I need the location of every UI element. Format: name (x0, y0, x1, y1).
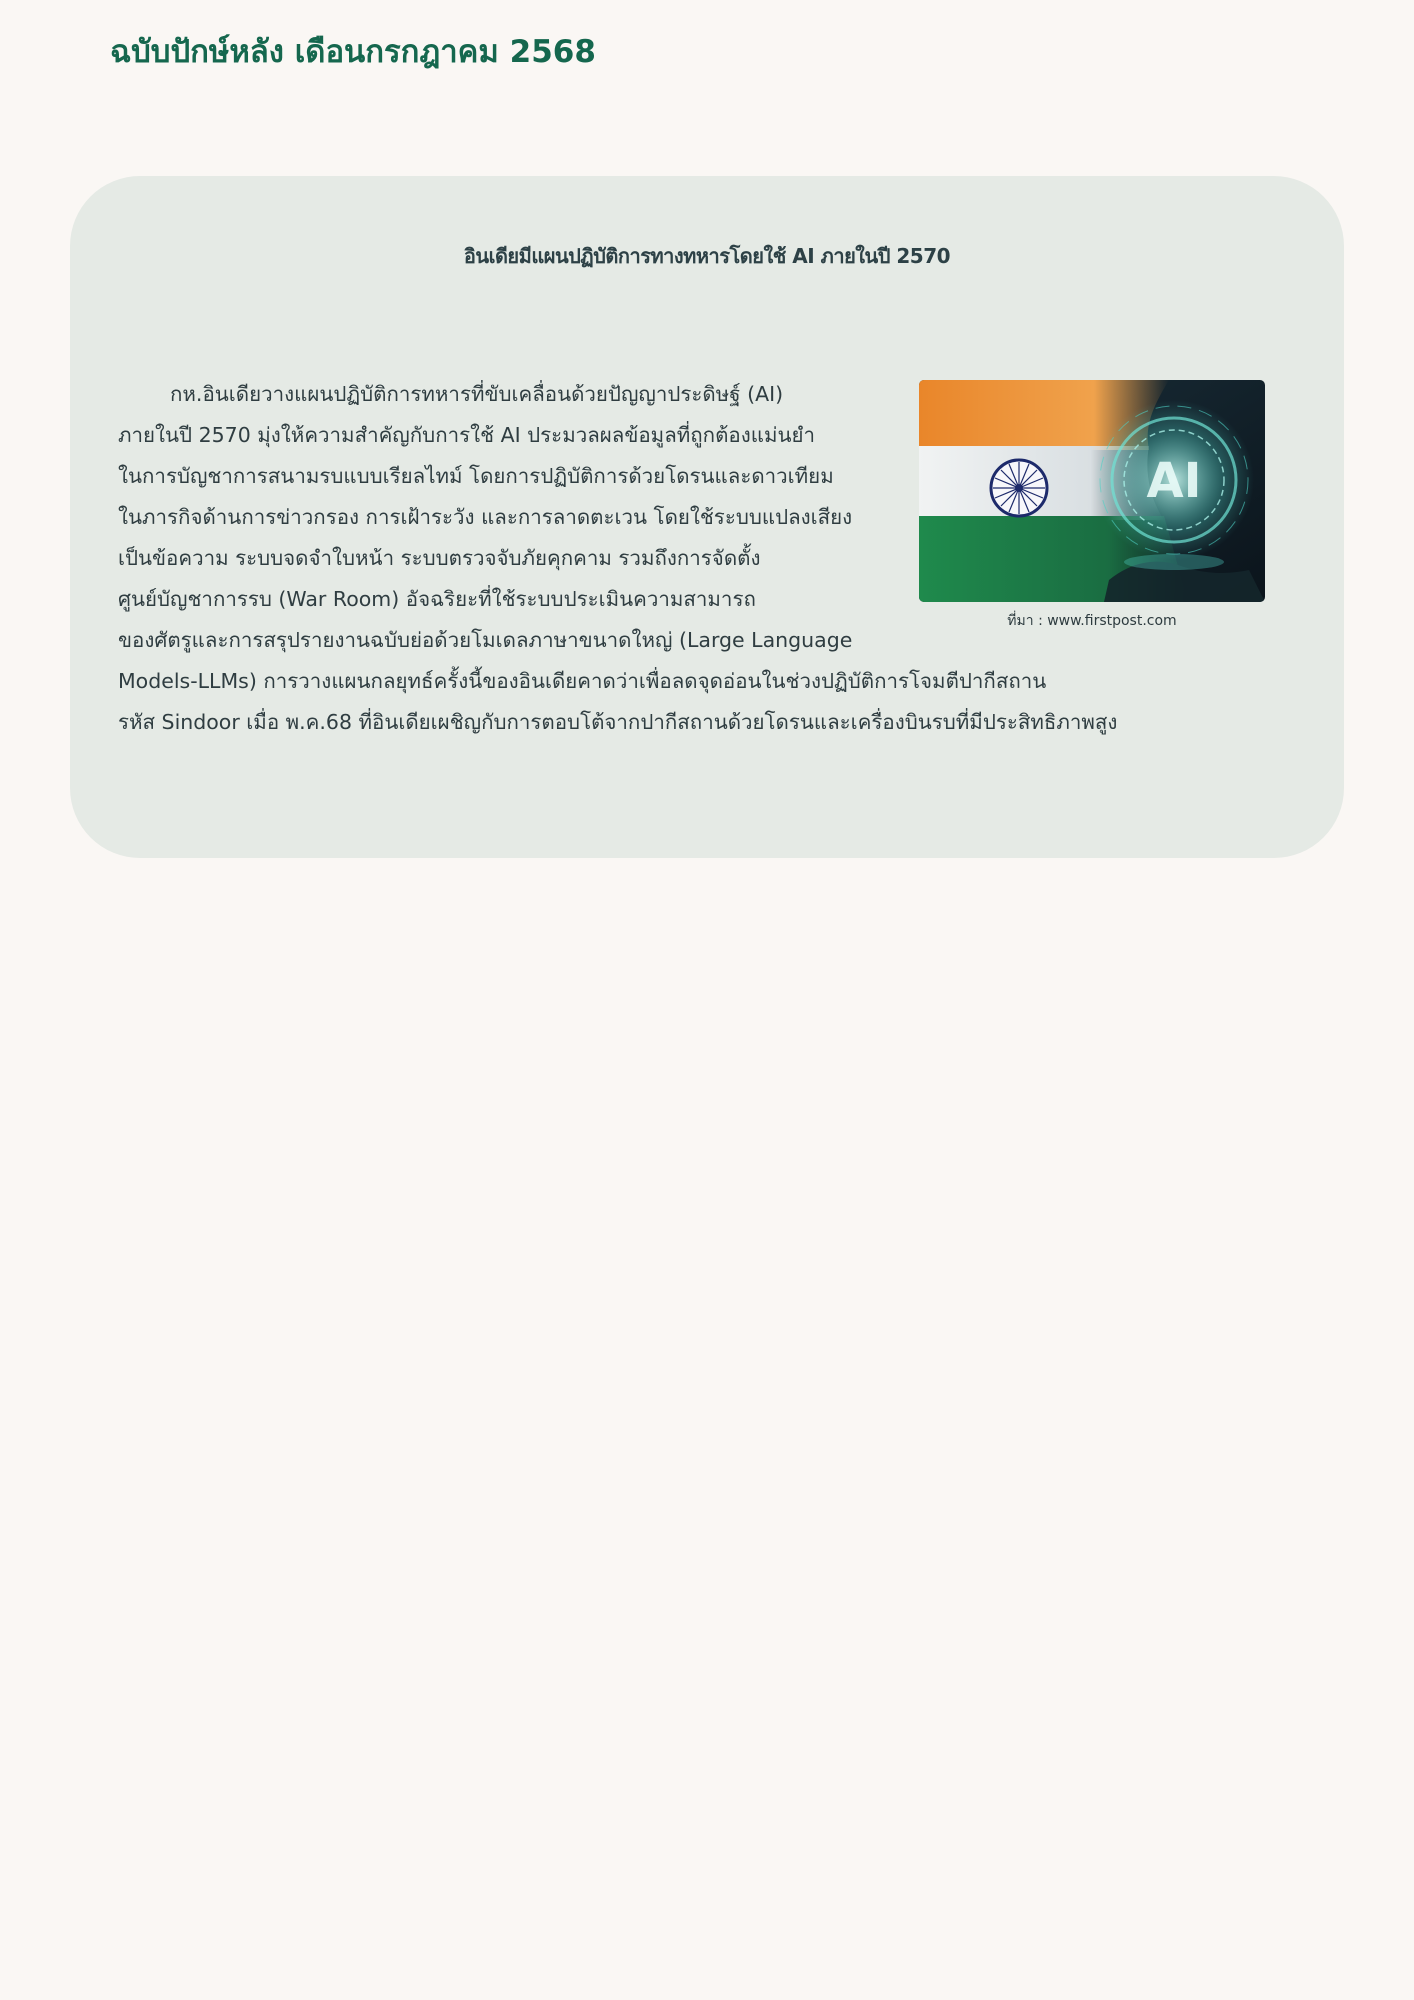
body-line: ของศัตรูและการสรุปรายงานฉบับย่อด้วยโมเดลภาษาขนาดใหญ่ (Large Language (118, 628, 853, 652)
article-title: อินเดียมีแผนปฏิบัติการทางทหารโดยใช้ AI ภายในปี 2570 (463, 244, 951, 268)
body-line: ภายในปี 2570 มุ่งให้ความสำคัญกับการใช้ AI ประมวลผลข้อมูลที่ถูกต้องแม่นยำ (118, 423, 815, 447)
body-line: รหัส Sindoor เมื่อ พ.ค.68 ที่อินเดียเผชิญกับการตอบโต้จากปากีสถานด้วยโดรนและเครื่องบินรบที่มีประสิทธิภาพสูง (118, 710, 1118, 734)
body-line: ในภารกิจด้านการข่าวกรอง การเฝ้าระวัง และการลาดตะเวน โดยใช้ระบบแปลงเสียง (118, 505, 853, 529)
body-line: Models-LLMs) การวางแผนกลยุทธ์ครั้งนี้ของอินเดียคาดว่าเพื่อลดจุดอ่อนในช่วงปฏิบัติการโจมตีปากีสถาน (118, 669, 1047, 693)
article-card (70, 176, 1344, 858)
ai-image-text: AI (1146, 453, 1202, 509)
body-line: ศูนย์บัญชาการรบ (War Room) อัจฉริยะที่ใช้ระบบประเมินความสามารถ (118, 587, 756, 611)
body-line: เป็นข้อความ ระบบจดจำใบหน้า ระบบตรวจจับภัยคุกคาม รวมถึงการจัดตั้ง (118, 546, 761, 570)
body-line: กห.อินเดียวางแผนปฏิบัติการทหารที่ขับเคลื่อนด้วยปัญญาประดิษฐ์ (AI) (170, 382, 784, 406)
article-body (118, 374, 1117, 743)
image-caption: ที่มา : www.firstpost.com (1007, 613, 1177, 629)
body-line: ในการบัญชาการสนามรบแบบเรียลไทม์ โดยการปฏิบัติการด้วยโดรนและดาวเทียม (118, 464, 834, 488)
issue-header: ฉบับปักษ์หลัง เดือนกรกฎาคม 2568 (110, 34, 596, 70)
